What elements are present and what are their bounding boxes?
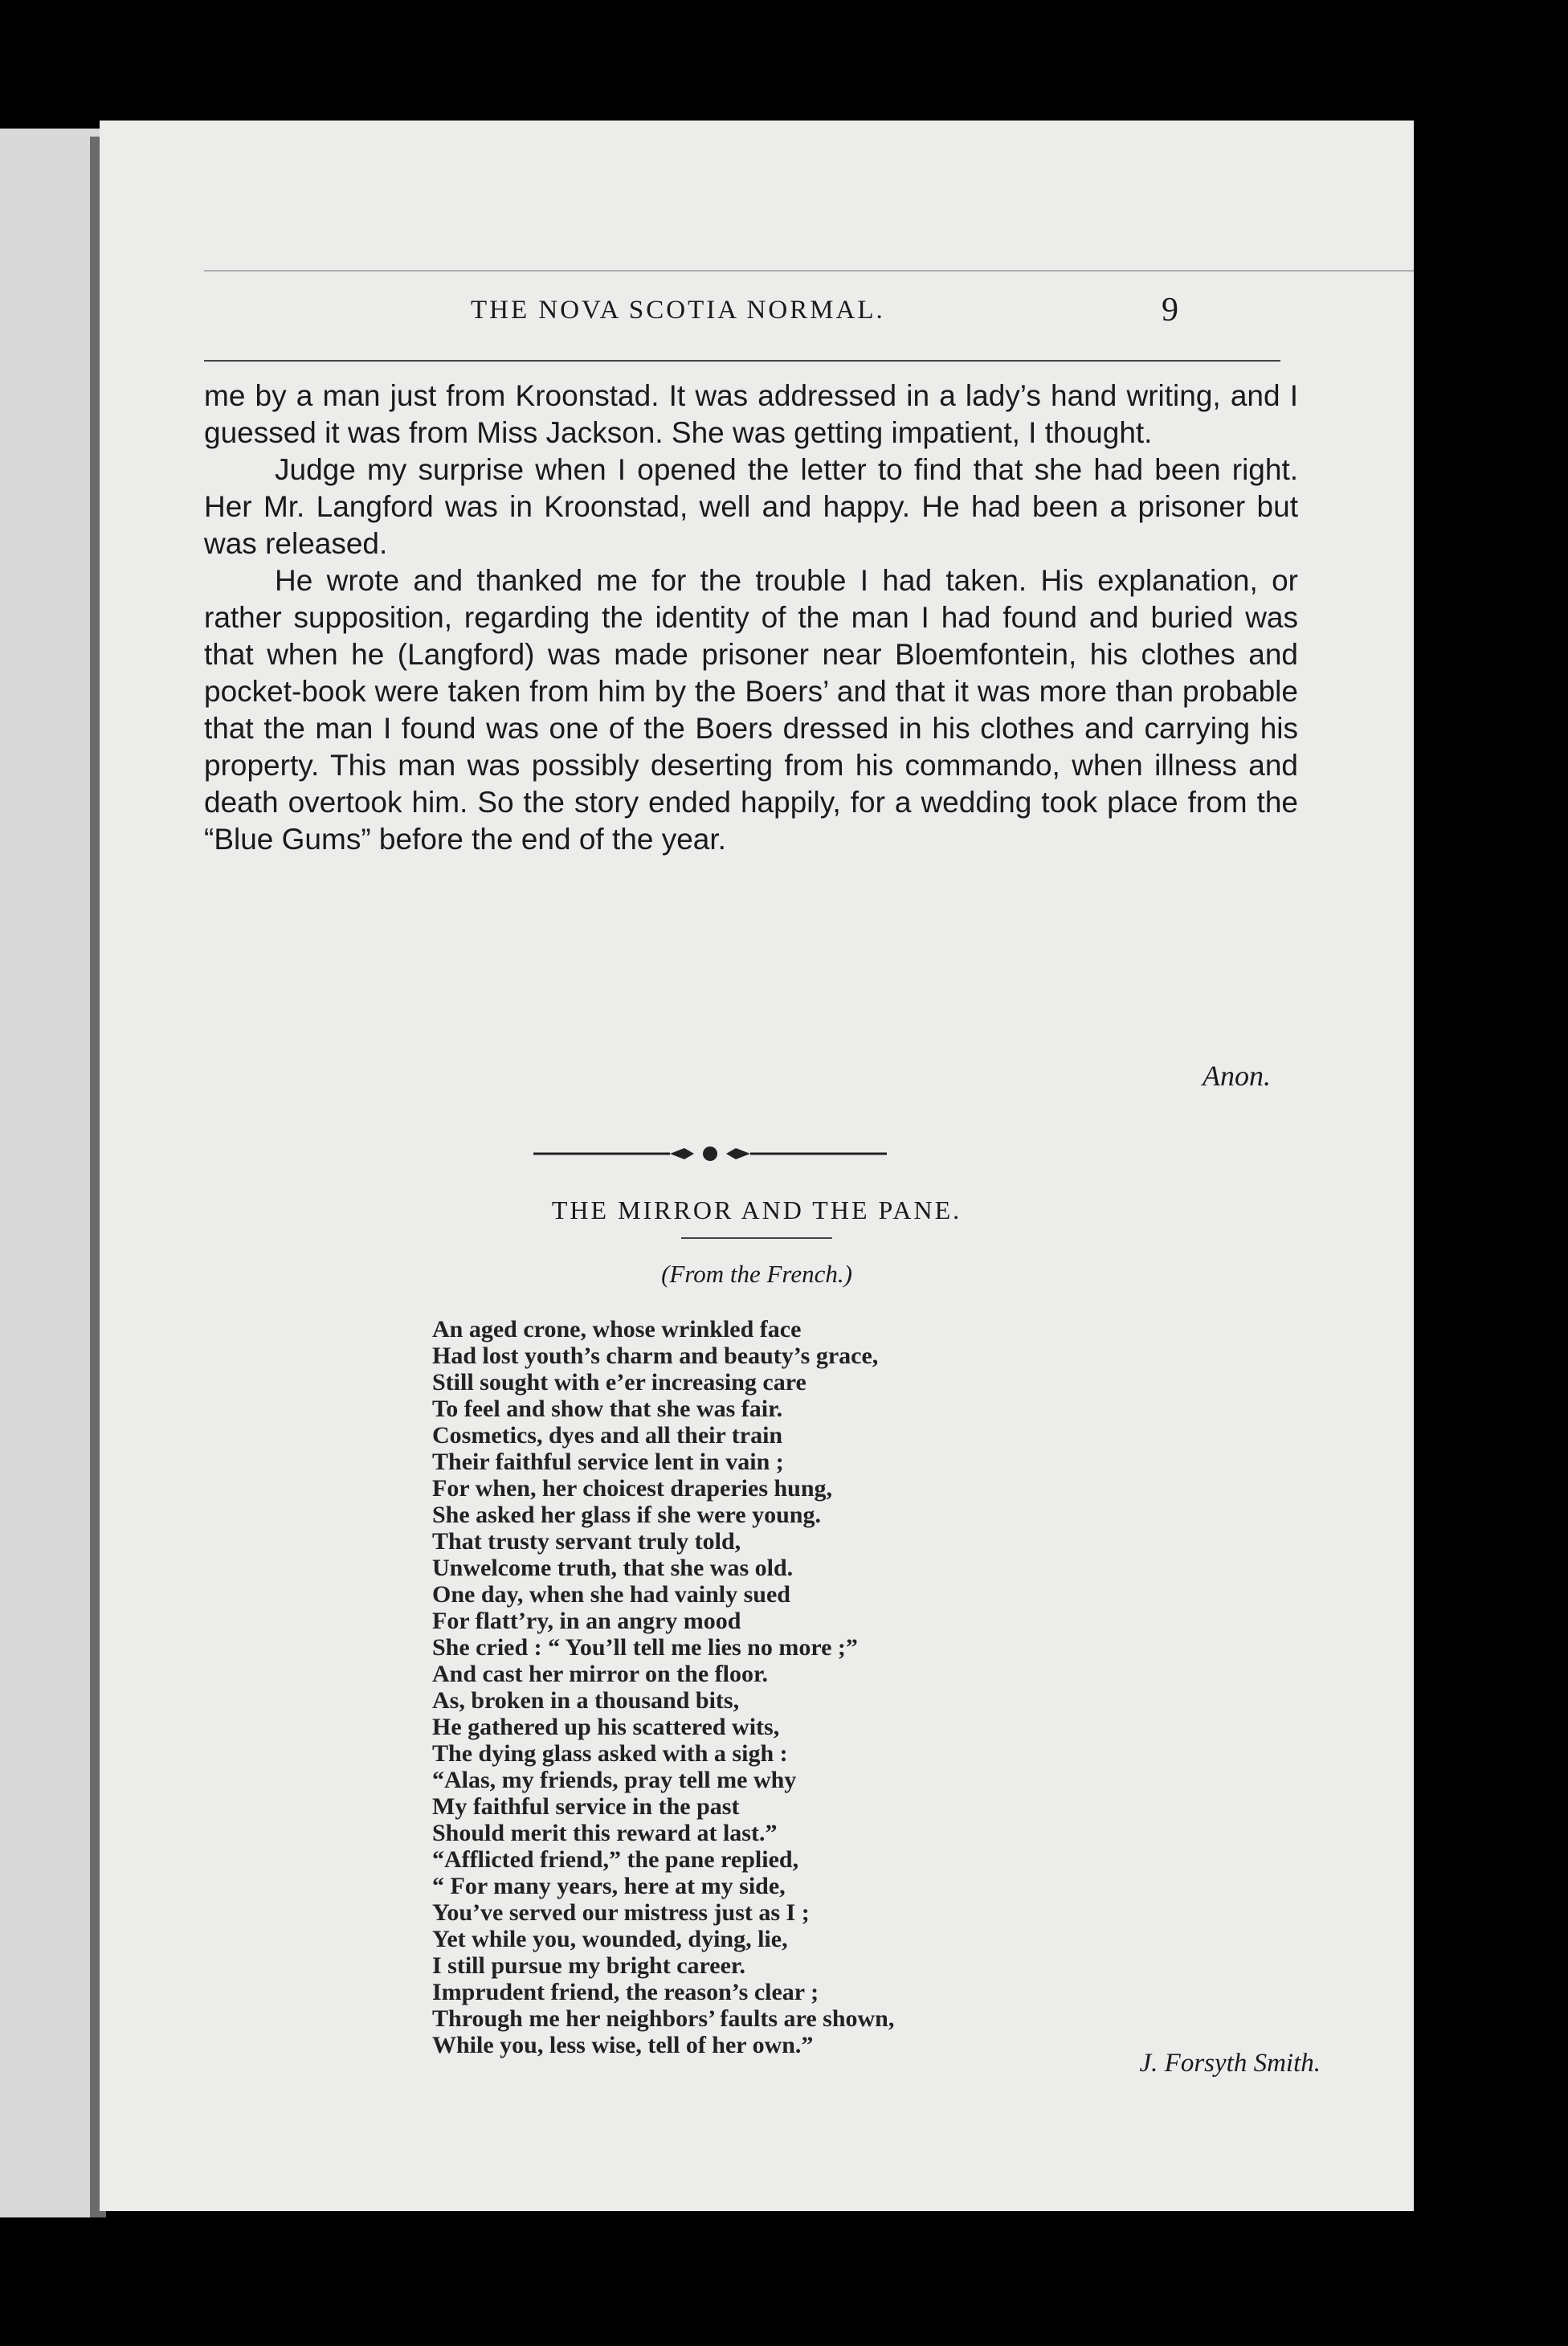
poem-line: I still pursue my bright career. (432, 1952, 745, 1979)
page-number: 9 (1162, 292, 1178, 329)
poem-body (432, 1316, 1155, 2058)
poem-line: “Alas, my friends, pray tell me why (432, 1767, 797, 1793)
poem-line: Should merit this reward at last.” (432, 1820, 778, 1846)
poem-line: For flatt’ry, in an angry mood (432, 1608, 741, 1634)
page-top-rule (204, 270, 1414, 272)
story-paragraph: He wrote and thanked me for the trouble I had taken. His explanation, or rather supposition, regarding the identity of the man I had found and buried was that when he (Langford) was made prisoner near Bloemfontein, his clothes and pocket-book were taken from him by the Boers’ and that it was more than probable that the man I found was one of the Boers dressed in his clothes and carrying his property. This man was possibly deserting from his commando, when illness and death overtook him. So the story ended happily, for a wedding took place from the “Blue Gums” before the end of the year. (204, 564, 1298, 856)
poem-line: To feel and show that she was fair. (432, 1396, 783, 1422)
poem-line: You’ve served our mistress just as I ; (432, 1899, 810, 1926)
poem-line: The dying glass asked with a sigh : (432, 1740, 788, 1767)
poem-title: THE MIRROR AND THE PANE. (551, 1195, 962, 1224)
poem-line: Cosmetics, dyes and all their train (432, 1422, 783, 1449)
poem-author: J. Forsyth Smith. (1139, 2049, 1321, 2078)
poem-line: While you, less wise, tell of her own.” (432, 2032, 814, 2058)
story-paragraph: me by a man just from Kroonstad. It was addressed in a lady’s hand writing, and I guessed it was from Miss Jackson. She was getting impatient, I thought. (204, 379, 1298, 449)
poem-line: For when, her choicest draperies hung, (432, 1475, 833, 1502)
story-paragraph: Judge my surprise when I opened the letter to find that she had been right. Her Mr. Langford was in Kroonstad, well and happy. He had been a prisoner but was released. (204, 453, 1298, 560)
poem-title-rule (681, 1237, 832, 1239)
story-author: Anon. (1203, 1060, 1271, 1092)
poem-line: Their faithful service lent in vain ; (432, 1449, 784, 1475)
poem-line: Imprudent friend, the reason’s clear ; (432, 1979, 819, 2005)
poem-line: One day, when she had vainly sued (432, 1581, 790, 1608)
poem-line: As, broken in a thousand bits, (432, 1687, 740, 1714)
poem-line: Had lost youth’s charm and beauty’s grace, (432, 1343, 879, 1369)
running-title: THE NOVA SCOTIA NORMAL. (471, 296, 885, 325)
poem-line: Still sought with e’er increasing care (432, 1369, 806, 1396)
story-text (204, 378, 1298, 858)
header-rule (204, 360, 1280, 362)
poem-line: She cried : “ You’ll tell me lies no more ;” (432, 1634, 858, 1661)
poem-line: Through me her neighbors’ faults are shown, (432, 2005, 895, 2032)
ornamental-divider (533, 1142, 887, 1165)
poem-line: That trusty servant truly told, (432, 1528, 741, 1555)
poem-line: “Afflicted friend,” the pane replied, (432, 1846, 799, 1873)
poem-line: And cast her mirror on the floor. (432, 1661, 769, 1687)
poem-line: “ For many years, here at my side, (432, 1873, 786, 1899)
running-head (100, 292, 1414, 336)
facing-page-edge (0, 129, 100, 2217)
poem-line: Unwelcome truth, that she was old. (432, 1555, 794, 1581)
poem-line: My faithful service in the past (432, 1793, 740, 1820)
poem-line: An aged crone, whose wrinkled face (432, 1316, 802, 1343)
poem-line: Yet while you, wounded, dying, lie, (432, 1926, 788, 1952)
poem-line: He gathered up his scattered wits, (432, 1714, 780, 1740)
page (100, 121, 1414, 2211)
poem-source: (From the French.) (661, 1260, 852, 1288)
poem-line: She asked her glass if she were young. (432, 1502, 821, 1528)
